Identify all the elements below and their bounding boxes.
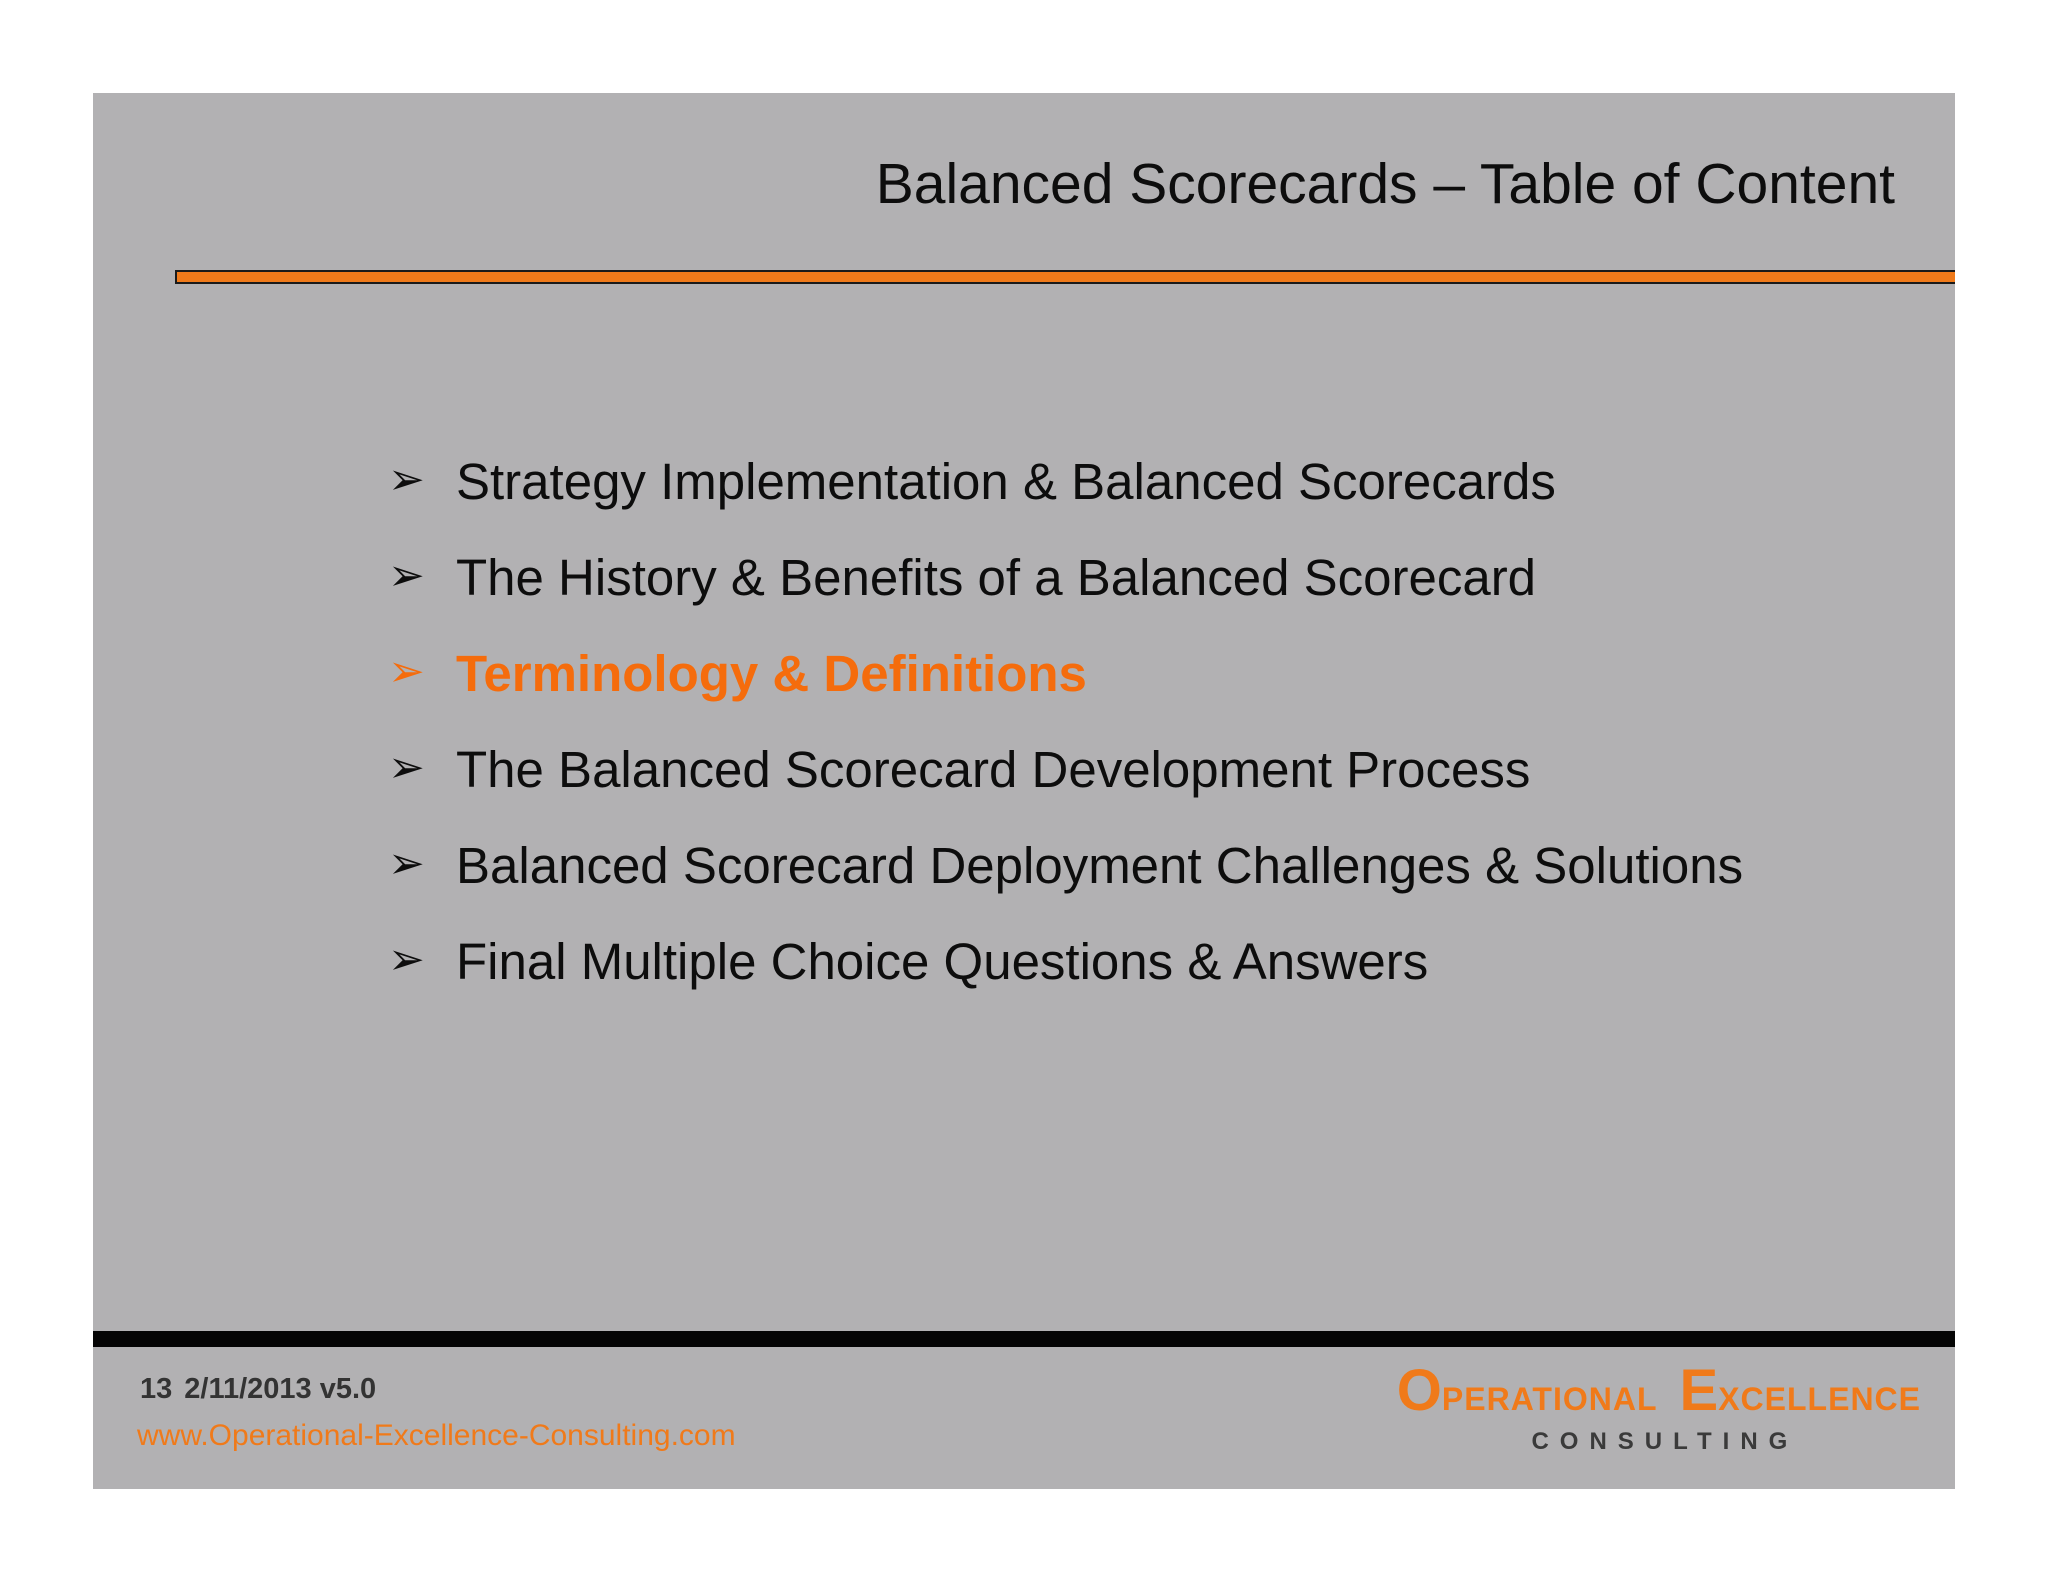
slide bbox=[93, 93, 1955, 1489]
logo-tagline: CONSULTING bbox=[1531, 1428, 1799, 1455]
slide-title: Balanced Scorecards – Table of Content bbox=[875, 152, 1895, 216]
company-logo bbox=[1396, 1358, 1921, 1456]
toc-item-deployment-challenges bbox=[388, 817, 1743, 913]
toc-item-strategy-implementation bbox=[388, 433, 1743, 529]
website-link[interactable]: www.Operational-Excellence-Consulting.com bbox=[137, 1419, 736, 1452]
footer-divider bbox=[93, 1331, 1955, 1347]
arrow-bullet-icon: ➢ bbox=[388, 645, 425, 697]
toc-item-label: The Balanced Scorecard Development Process bbox=[456, 740, 1531, 798]
date-version: 2/11/2013 v5.0 bbox=[184, 1373, 377, 1405]
toc-item-history-benefits bbox=[388, 529, 1743, 625]
toc-item-terminology-definitions bbox=[388, 625, 1743, 721]
toc-item-label: Terminology & Definitions bbox=[456, 644, 1087, 702]
toc-item-final-questions bbox=[388, 913, 1743, 1009]
page-info bbox=[140, 1373, 376, 1406]
arrow-bullet-icon: ➢ bbox=[388, 741, 425, 793]
toc-item-label: Strategy Implementation & Balanced Scorecards bbox=[456, 452, 1556, 510]
table-of-contents bbox=[388, 433, 1743, 1009]
toc-item-development-process bbox=[388, 721, 1743, 817]
page-number: 13 bbox=[140, 1373, 173, 1405]
toc-item-label: The History & Benefits of a Balanced Scorecard bbox=[456, 548, 1537, 606]
logo-wordmark: OPERATIONAL EXCELLENCE bbox=[1396, 1358, 1921, 1423]
title-divider bbox=[175, 270, 1955, 284]
arrow-bullet-icon: ➢ bbox=[388, 837, 425, 889]
arrow-bullet-icon: ➢ bbox=[388, 933, 425, 985]
arrow-bullet-icon: ➢ bbox=[388, 549, 425, 601]
toc-item-label: Final Multiple Choice Questions & Answers bbox=[456, 932, 1429, 990]
arrow-bullet-icon: ➢ bbox=[388, 453, 425, 505]
toc-item-label: Balanced Scorecard Deployment Challenges & Solutions bbox=[456, 836, 1744, 894]
